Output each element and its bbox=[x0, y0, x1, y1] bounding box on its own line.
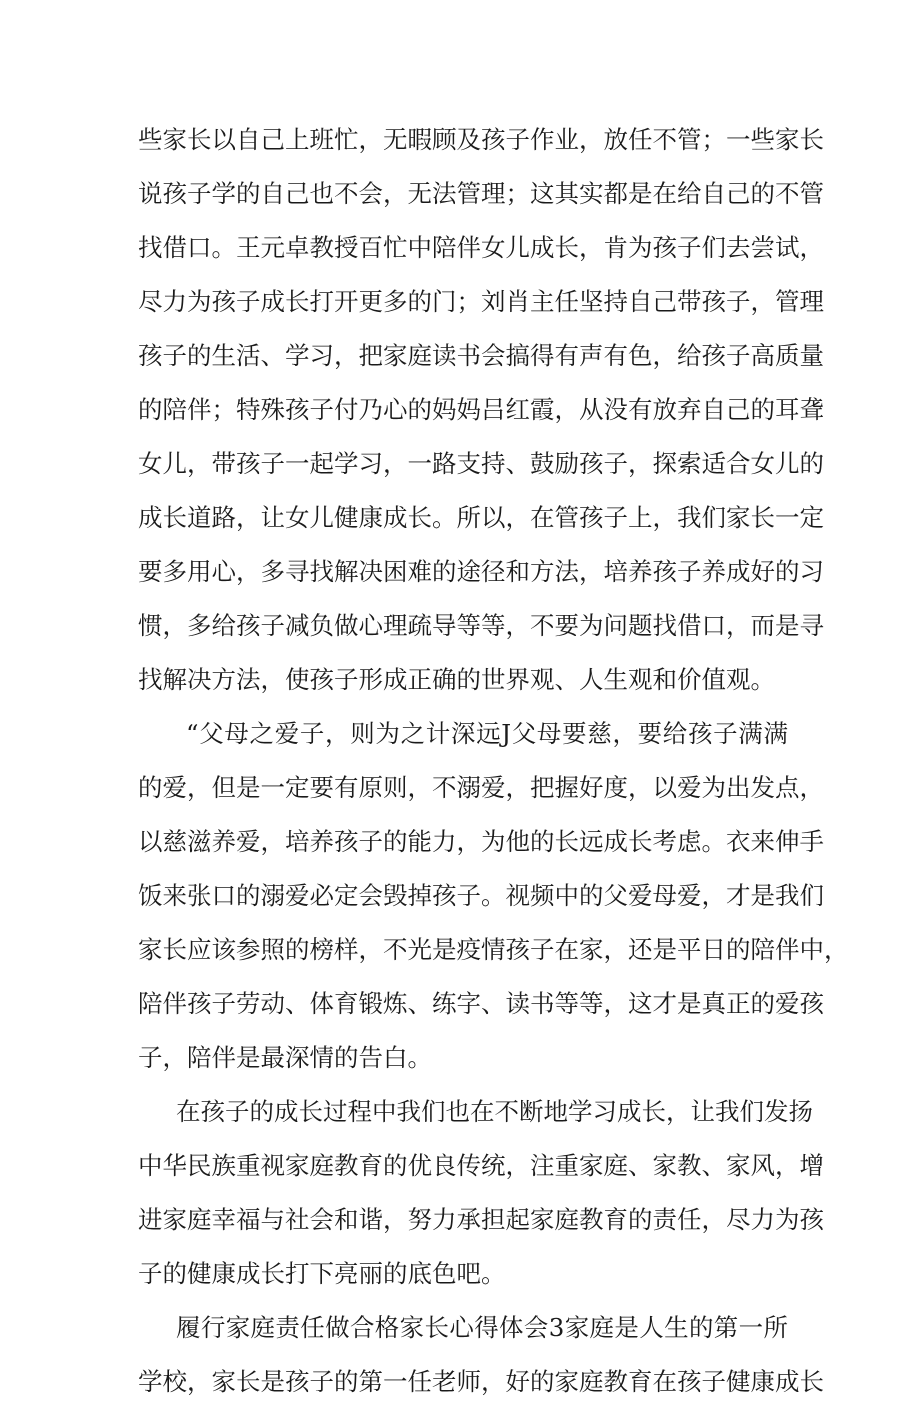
text-line: 学校，家长是孩子的第一任老师，好的家庭教育在孩子健康成长 bbox=[138, 1367, 824, 1396]
text-line: 家长应该参照的榜样，不光是疫情孩子在家，还是平日的陪伴中， bbox=[138, 935, 849, 964]
text-line: 找借口。王元卓教授百忙中陪伴女儿成长，肯为孩子们去尝试， bbox=[138, 233, 824, 262]
text-line: 子，陪伴是最深情的告白。 bbox=[138, 1043, 432, 1072]
text-line: 进家庭幸福与社会和谐，努力承担起家庭教育的责任，尽力为孩 bbox=[138, 1205, 824, 1234]
text-line: 找解决方法，使孩子形成正确的世界观、人生观和价值观。 bbox=[138, 665, 775, 694]
text-line: 要多用心，多寻找解决困难的途径和方法，培养孩子养成好的习 bbox=[138, 557, 824, 586]
text-line: 饭来张口的溺爱必定会毁掉孩子。视频中的父爱母爱，才是我们 bbox=[138, 881, 824, 910]
text-line: 在孩子的成长过程中我们也在不断地学习成长，让我们发扬 bbox=[176, 1097, 813, 1126]
text-line: 以慈滋养爱，培养孩子的能力，为他的长远成长考虑。衣来伸手 bbox=[138, 827, 824, 856]
text-line: “父母之爱子，则为之计深远J父母要慈，要给孩子满满 bbox=[186, 719, 788, 748]
text-line: 的爱，但是一定要有原则，不溺爱，把握好度，以爱为出发点， bbox=[138, 773, 824, 802]
text-line: 陪伴孩子劳动、体育锻炼、练字、读书等等，这才是真正的爱孩 bbox=[138, 989, 824, 1018]
text-line: 惯，多给孩子减负做心理疏导等等，不要为问题找借口，而是寻 bbox=[138, 611, 824, 640]
paragraph bbox=[138, 1301, 824, 1409]
text-line: 女儿，带孩子一起学习，一路支持、鼓励孩子，探索适合女儿的 bbox=[138, 449, 824, 478]
text-line: 履行家庭责任做合格家长心得体会3家庭是人生的第一所 bbox=[176, 1313, 788, 1342]
paragraph bbox=[138, 707, 849, 1085]
paragraph bbox=[138, 1085, 824, 1301]
text-line: 子的健康成长打下亮丽的底色吧。 bbox=[138, 1259, 506, 1288]
text-line: 些家长以自己上班忙，无暇顾及孩子作业，放任不管；一些家长 bbox=[138, 125, 824, 154]
text-line: 尽力为孩子成长打开更多的门；刘肖主任坚持自己带孩子，管理 bbox=[138, 287, 824, 316]
text-line: 说孩子学的自己也不会，无法管理；这其实都是在给自己的不管 bbox=[138, 179, 824, 208]
text-line: 中华民族重视家庭教育的优良传统，注重家庭、家教、家风，增 bbox=[138, 1151, 824, 1180]
text-line: 的陪伴；特殊孩子付乃心的妈妈吕红霞，从没有放弃自己的耳聋 bbox=[138, 395, 824, 424]
text-line: 成长道路，让女儿健康成长。所以，在管孩子上，我们家长一定 bbox=[138, 503, 824, 532]
document-page bbox=[138, 113, 849, 1409]
text-line: 孩子的生活、学习，把家庭读书会搞得有声有色，给孩子高质量 bbox=[138, 341, 824, 370]
paragraph bbox=[138, 113, 824, 707]
